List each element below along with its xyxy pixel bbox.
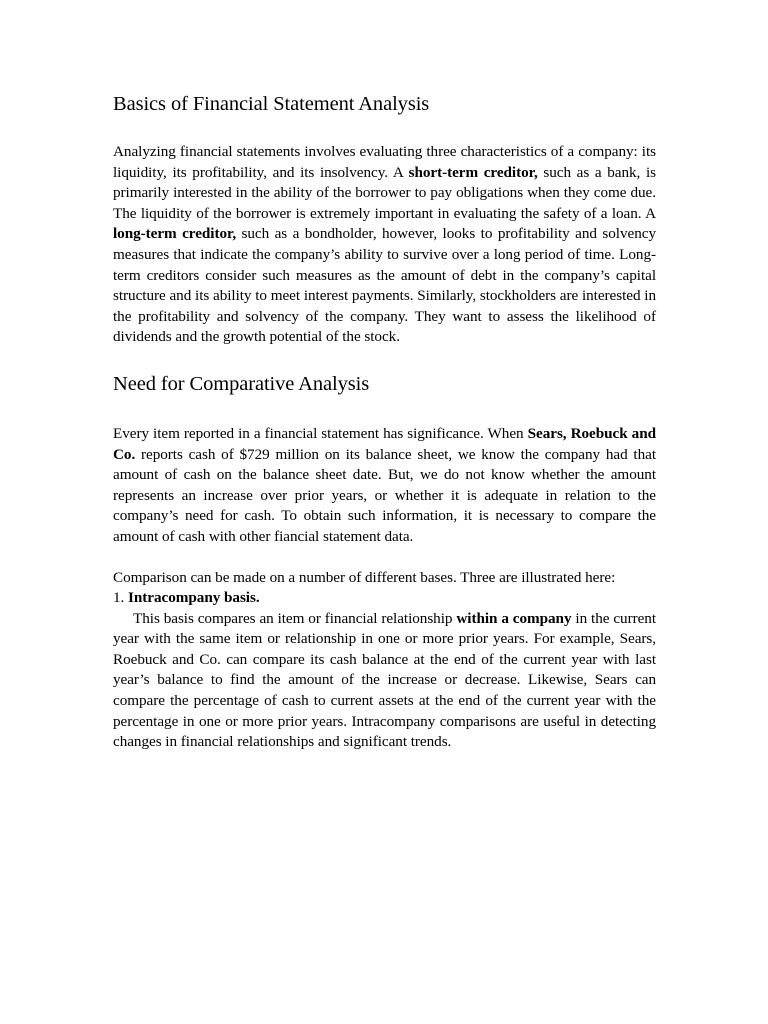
paragraph-basics (113, 142, 656, 348)
document-page (113, 90, 656, 753)
bold-term-long-term-creditor: long-term creditor, (113, 225, 237, 243)
paragraph-bases: Comparison can be made on a number of different bases. Three are illustrated here: (113, 568, 616, 586)
text-run: in the current year with the same item or relationship in one or more prior years. For example, Sears, Roebuck and Co. can compare its cash balance at the end of the current year with last year’s balance to find the amount of the increase or decrease. Likewise, Sears can compare the percentage of cash to current assets at the end of the current year with the percentage in one or more prior years. Intracompany comparisons are useful in detecting changes in financial relationships and significant trends. (113, 609, 656, 751)
text-run: This basis compares an item or financial relationship (133, 609, 457, 627)
section-heading-basics: Basics of Financial Statement Analysis (113, 93, 430, 115)
text-run: Every item reported in a financial statement has significance. When (113, 424, 528, 442)
text-run: Analyzing financial statements involves evaluating three characteristics of a company: its liquidity, its profitability, and its insolvency. A (113, 143, 656, 181)
paragraph-comparative (113, 424, 656, 548)
paragraph-intracompany (113, 609, 656, 753)
item-heading-intracompany (113, 588, 656, 609)
item-title: Intracompany basis. (128, 589, 260, 607)
bold-term-sears: Sears, Roebuck and Co. (113, 424, 656, 463)
bold-term-short-term-creditor: short-term creditor, (408, 163, 538, 181)
item-number: 1. (113, 589, 129, 607)
section-heading-comparative: Need for Comparative Analysis (113, 372, 370, 395)
text-run: reports cash of $729 million on its balance sheet, we know the company had that amount of cash on the balance sheet date. But, we do not know whether the amount represents an increase over prior years, or whether it is adequate in relation to the company’s need for cash. To obtain such information, it is necessary to compare the amount of cash with other fiancial statement data. (113, 445, 656, 545)
text-run: such as a bank, is primarily interested in the ability of the borrower to pay obligations when they come due. The liquidity of the borrower is extremely important in evaluating the safety of a loan. A (113, 163, 657, 222)
bold-term-within-company: within a company (456, 609, 572, 627)
text-run: such as a bondholder, however, looks to profitability and solvency measures that indicate the company’s ability to survive over a long period of time. Long-term creditors consider such measures as the amount of debt in the company’s capital structure and its ability to meet interest payments. Similarly, stockholders are interested in the profitability and solvency of the company. They want to assess the likelihood of dividends and the growth potential of the stock. (113, 225, 656, 346)
